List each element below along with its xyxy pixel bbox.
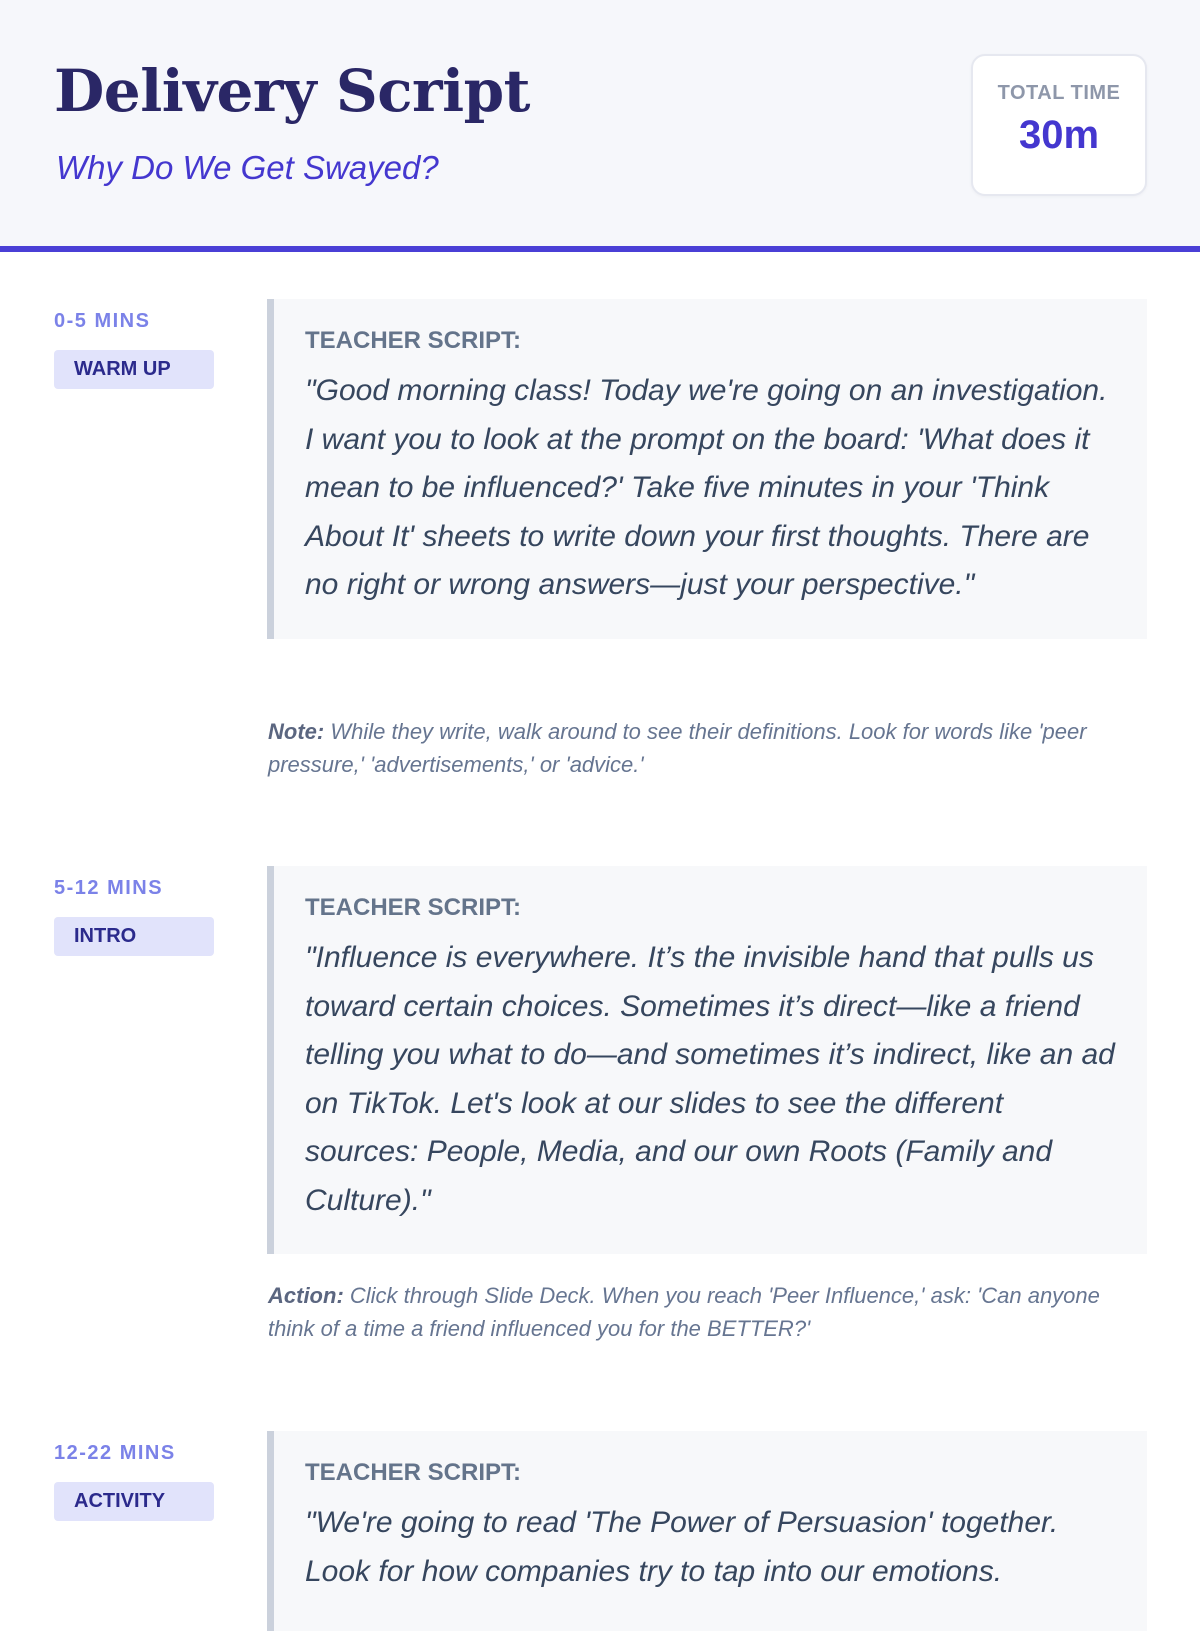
section-note	[268, 715, 1148, 781]
total-time-card	[971, 54, 1147, 196]
section-badge: ACTIVITY	[54, 1482, 214, 1521]
note-text: Click through Slide Deck. When you reach 'Peer Influence,' ask: 'Can anyone think of a time a friend influenced you for the BETTER?'	[268, 1283, 1100, 1341]
teacher-script-text: "We're going to read 'The Power of Persuasion' together. Look for how companies try to tap into our emotions.	[305, 1506, 1059, 1588]
note-label: Note:	[268, 719, 325, 744]
section-time-label: 0-5 MINS	[54, 310, 151, 332]
page-subtitle: Why Do We Get Swayed?	[56, 149, 439, 186]
note-label: Action:	[268, 1283, 344, 1308]
note-text: While they write, walk around to see their definitions. Look for words like 'peer pressure,' 'advertisements,' or 'advice.'	[268, 719, 1087, 777]
teacher-script-text: "Influence is everywhere. It’s the invisible hand that pulls us toward certain choices. Sometimes it’s direct—like a friend telling you what to do—and sometimes it’s indirect, like an ad on TikTok. Let's look at our slides to see the different sources: People, Media, and our own Roots (Family and Culture)."	[305, 941, 1115, 1217]
teacher-script-label: TEACHER SCRIPT:	[305, 1459, 522, 1486]
section-time-label: 12-22 MINS	[54, 1442, 176, 1464]
section-note	[268, 1279, 1148, 1345]
teacher-script-box	[267, 866, 1147, 1254]
teacher-script-label: TEACHER SCRIPT:	[305, 327, 522, 354]
section-time-label: 5-12 MINS	[54, 877, 164, 899]
page-header	[0, 0, 1200, 252]
teacher-script-box	[267, 1431, 1147, 1631]
teacher-script-text: "Good morning class! Today we're going on an investigation. I want you to look at the prompt on the board: 'What does it mean to be influenced?' Take five minutes in your 'Think About It' sheets to write down your first thoughts. There are no right or wrong answers—just your perspective."	[305, 374, 1108, 601]
page-title: Delivery Script	[54, 57, 530, 125]
teacher-script-box	[267, 299, 1147, 639]
total-time-label: TOTAL TIME	[997, 82, 1121, 104]
section-badge: INTRO	[54, 917, 214, 956]
total-time-value: 30m	[1018, 113, 1100, 157]
teacher-script-label: TEACHER SCRIPT:	[305, 894, 522, 921]
section-badge: WARM UP	[54, 350, 214, 389]
